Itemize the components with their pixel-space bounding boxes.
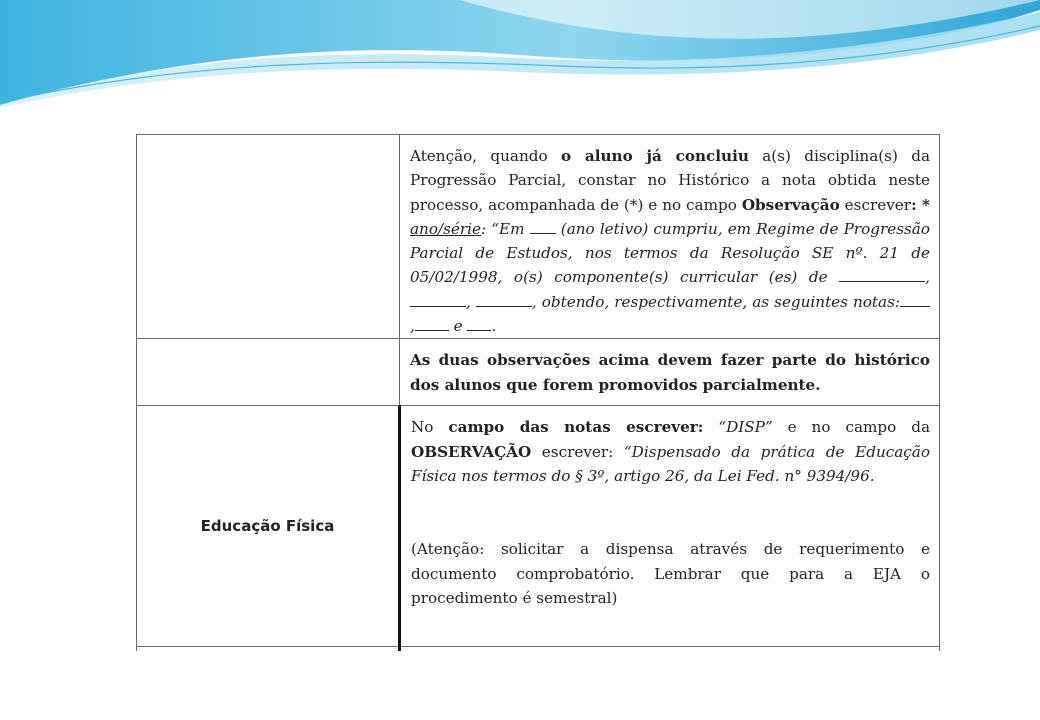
regulation-table [136, 134, 940, 651]
blank-line [415, 329, 449, 331]
instruction-text: No [411, 418, 449, 437]
notice-italic: , obtendo, respectivamente, as seguintes notas: [531, 292, 901, 311]
table-row [137, 647, 940, 652]
decorative-wave-header [0, 0, 1040, 120]
progression-notice-cell [400, 135, 940, 339]
empty-cell [137, 647, 400, 652]
notice-italic: : “Em [480, 219, 530, 238]
summary-note-cell [400, 339, 940, 406]
notice-italic: . [491, 317, 497, 336]
blank-line [476, 305, 532, 307]
notice-italic: (ano letivo) cumpriu, em Regime de Progressão Parcial de Estudos, nos termos da Resolução SE nº. 21 de 05/02/1998, o(s) componente(s) curricular (es) de [410, 219, 930, 287]
blank-line [839, 280, 925, 282]
notice-text: escrever [839, 195, 912, 214]
table-row [137, 406, 940, 647]
notice-italic: , [410, 317, 415, 336]
blank-line [467, 329, 491, 331]
pe-attention-note: (Atenção: solicitar a dispensa através de requerimento e documento comprobatório. Lembrar que para a EJA o procedimento é semestral) [411, 540, 930, 607]
instruction-bold: OBSERVAÇÃO [411, 442, 532, 461]
notice-bold: o aluno já concluiu [560, 147, 749, 165]
blank-line [530, 232, 556, 234]
blank-line [900, 305, 930, 307]
pe-instruction-text [401, 406, 939, 488]
notice-bold: : * [911, 195, 930, 214]
instruction-italic: “DISP” [703, 418, 773, 437]
notice-bold: Observação [741, 195, 840, 214]
notice-italic: , [466, 292, 476, 311]
spacer [401, 488, 939, 528]
subject-label: Educação Física [137, 406, 400, 647]
notice-underline: ano/série [410, 219, 481, 238]
pe-instruction-cell [400, 406, 940, 647]
table-row [137, 135, 940, 339]
instruction-text: escrever: [531, 442, 624, 461]
notice-text: Atenção, quando [410, 147, 561, 165]
empty-cell [400, 647, 940, 652]
instruction-bold: campo das notas escrever: [448, 418, 704, 437]
summary-note: As duas observações acima devem fazer parte do histórico dos alunos que forem promovidos parcialmente. [410, 351, 930, 394]
instruction-italic: “Dispensado da prática de Educação Física nos termos do § 3º, artigo 26, da Lei Fed. n° 9394/96. [411, 442, 931, 485]
notice-text: a(s) disciplina(s) da Progressão Parcial, constar no Histórico a nota obtida neste processo, acompanhada de (*) e no campo [410, 147, 931, 214]
instruction-text: e no campo da [772, 418, 930, 437]
notice-italic: , [925, 268, 930, 287]
blank-line [410, 305, 466, 307]
progression-notice-text [400, 135, 939, 338]
empty-cell [137, 339, 400, 406]
empty-cell [137, 135, 400, 339]
table-row [137, 339, 940, 406]
notice-italic: e [448, 317, 468, 336]
